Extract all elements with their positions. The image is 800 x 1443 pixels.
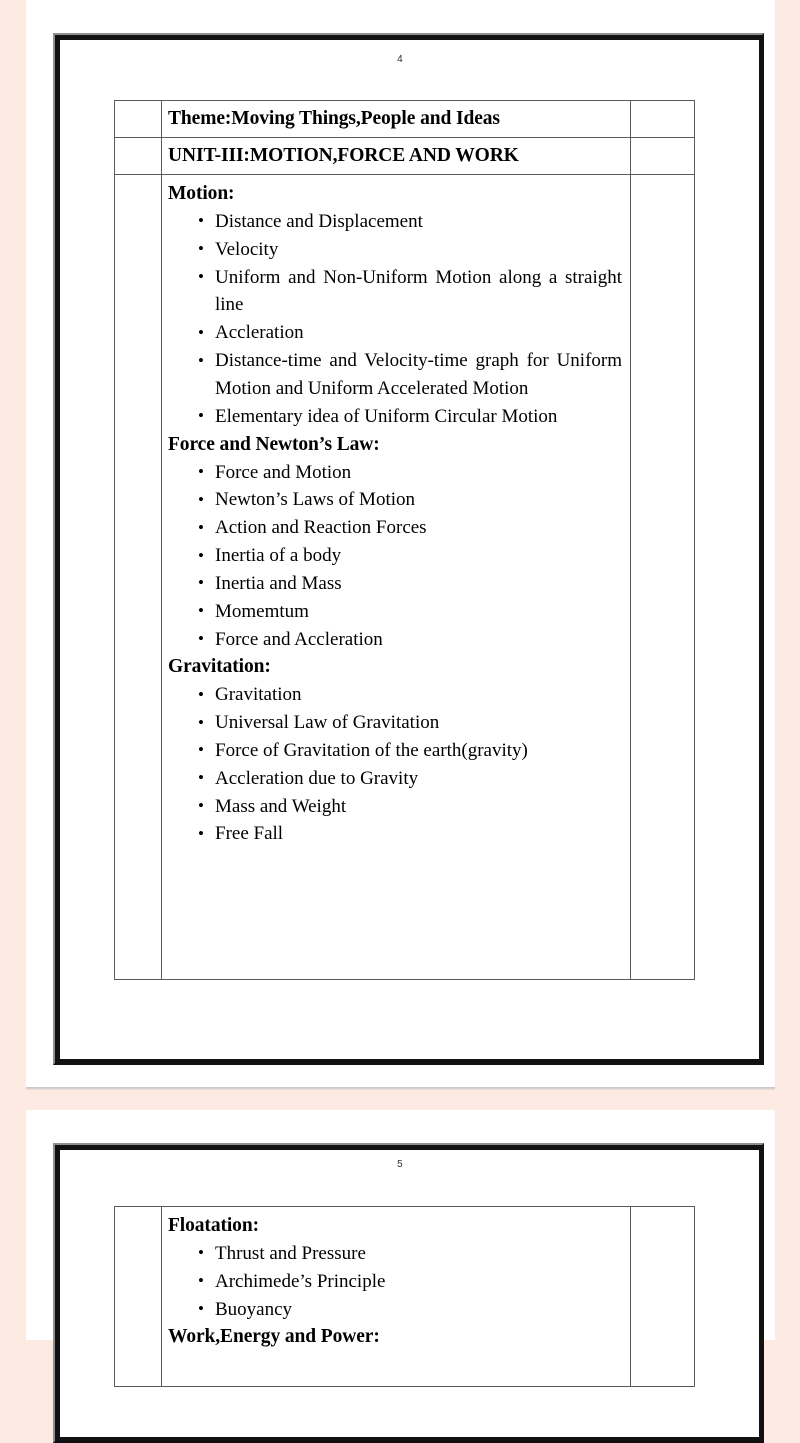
table-cell-right-blank	[631, 101, 695, 138]
table-cell-left-blank	[115, 101, 162, 138]
table-cell-syllabus-content	[162, 1207, 631, 1387]
table-cell-left-blank	[115, 138, 162, 175]
list-item: • Universal Law of Gravitation	[198, 709, 622, 737]
table-row	[115, 101, 695, 138]
table-row	[115, 175, 695, 980]
table-cell-theme-title	[162, 101, 631, 138]
list-item: • Action and Reaction Forces	[198, 514, 622, 542]
list-item: • Inertia and Mass	[198, 570, 622, 598]
section-gravitation	[168, 655, 622, 848]
page-number-5: 5	[397, 1159, 403, 1170]
section-floatation	[168, 1214, 622, 1323]
topic-list-motion	[168, 208, 622, 431]
section-heading-work-energy-power: Work,Energy and Power:	[168, 1326, 380, 1348]
section-force-newtons-law	[168, 433, 622, 654]
list-item: • Mass and Weight	[198, 793, 622, 821]
table-row	[115, 138, 695, 175]
unit-title-text: UNIT-III:MOTION,FORCE AND WORK	[168, 145, 519, 166]
list-item: • Momemtum	[198, 598, 622, 626]
list-item: • Inertia of a body	[198, 542, 622, 570]
section-heading-motion: Motion:	[168, 183, 235, 204]
section-motion	[168, 182, 622, 431]
table-cell-right-blank	[631, 1207, 695, 1387]
section-heading-floatation: Floatation:	[168, 1215, 259, 1236]
list-item: • Elementary idea of Uniform Circular Motion	[198, 403, 622, 431]
list-item: • Distance-time and Velocity-time graph for Uniform Motion and Uniform Accelerated Motion	[198, 347, 622, 403]
section-heading-gravitation: Gravitation:	[168, 656, 271, 678]
list-item: • Newton’s Laws of Motion	[198, 486, 622, 514]
table-cell-left-blank	[115, 175, 162, 980]
list-item: • Accleration	[198, 319, 622, 347]
list-item: • Distance and Displacement	[198, 208, 622, 236]
list-item: • Force of Gravitation of the earth(gravity)	[198, 737, 622, 765]
table-row	[115, 1207, 695, 1387]
page-number-4: 4	[397, 54, 403, 65]
list-item: • Force and Accleration	[198, 626, 622, 654]
table-cell-left-blank	[115, 1207, 162, 1387]
table-cell-unit-title	[162, 138, 631, 175]
syllabus-table-page-5	[114, 1206, 695, 1387]
section-heading-force-newtons-law: Force and Newton’s Law:	[168, 433, 380, 455]
table-cell-right-blank	[631, 138, 695, 175]
list-item: • Thrust and Pressure	[198, 1240, 622, 1268]
list-item: • Accleration due to Gravity	[198, 765, 622, 793]
list-item: • Buoyancy	[198, 1296, 622, 1324]
section-work-energy-power	[168, 1325, 622, 1350]
list-item: • Force and Motion	[198, 459, 622, 487]
list-item: • Uniform and Non-Uniform Motion along a straight line	[198, 264, 622, 320]
list-item: • Gravitation	[198, 681, 622, 709]
list-item: • Archimede’s Principle	[198, 1268, 622, 1296]
topic-list-floatation	[168, 1240, 622, 1323]
topic-list-force-newtons-law	[168, 459, 622, 654]
syllabus-table-page-4	[114, 100, 695, 980]
table-cell-right-blank	[631, 175, 695, 980]
list-item: • Free Fall	[198, 820, 622, 848]
table-cell-syllabus-content	[162, 175, 631, 980]
list-item: • Velocity	[198, 236, 622, 264]
topic-list-gravitation	[168, 681, 622, 848]
page-sheet-shadow-4	[26, 1087, 775, 1090]
theme-title-text: Theme:Moving Things,People and Ideas	[168, 108, 500, 129]
